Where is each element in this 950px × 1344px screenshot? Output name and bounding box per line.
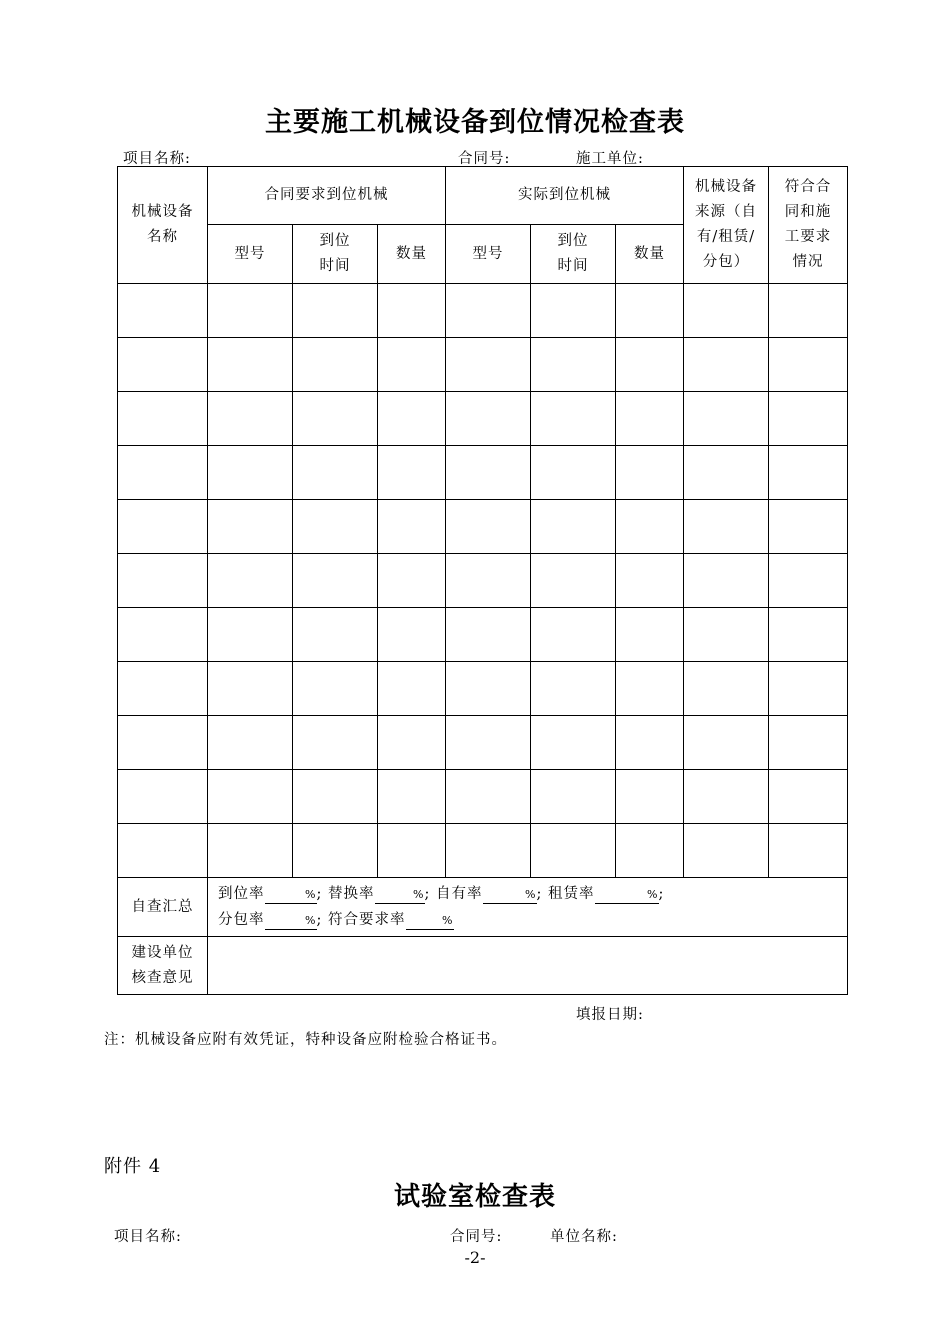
project-name-label: 项目名称:	[123, 151, 191, 167]
table-cell[interactable]	[378, 446, 446, 500]
table-cell[interactable]	[446, 662, 531, 716]
table-row	[118, 554, 848, 608]
page-number: -2-	[464, 1248, 486, 1267]
table-cell[interactable]	[531, 770, 616, 824]
header-required-model: 型号	[208, 225, 293, 284]
separator: ;	[316, 886, 323, 902]
header-equipment-name: 机械设备名称	[118, 167, 208, 284]
table-cell[interactable]	[118, 446, 208, 500]
separator: ;	[424, 886, 431, 902]
table-cell[interactable]	[208, 824, 293, 878]
table-cell[interactable]	[616, 338, 684, 392]
table-row	[118, 446, 848, 500]
table-cell[interactable]	[293, 662, 378, 716]
table-cell[interactable]	[446, 824, 531, 878]
lab-contract-number-label: 合同号:	[450, 1229, 503, 1245]
table-cell[interactable]	[118, 608, 208, 662]
contract-number-label: 合同号:	[458, 151, 511, 167]
table-cell[interactable]	[446, 770, 531, 824]
table-cell[interactable]	[531, 662, 616, 716]
table-cell[interactable]	[769, 824, 848, 878]
table-cell[interactable]	[378, 338, 446, 392]
conform-rate-label: 符合要求率	[328, 912, 406, 928]
table-cell[interactable]	[208, 338, 293, 392]
separator: ;	[536, 886, 543, 902]
table-cell[interactable]	[208, 608, 293, 662]
table-cell[interactable]	[378, 284, 446, 338]
table-cell[interactable]	[378, 500, 446, 554]
table-cell[interactable]	[118, 500, 208, 554]
table-cell[interactable]	[616, 284, 684, 338]
table-cell[interactable]	[531, 446, 616, 500]
replace-rate-label: 替换率	[328, 886, 375, 902]
table-cell[interactable]	[293, 770, 378, 824]
lease-rate-field[interactable]: %	[595, 887, 659, 904]
equipment-check-table	[117, 166, 848, 995]
table-cell[interactable]	[293, 446, 378, 500]
table-cell[interactable]	[531, 716, 616, 770]
table-cell[interactable]	[684, 662, 769, 716]
table-cell[interactable]	[616, 662, 684, 716]
table-cell[interactable]	[616, 446, 684, 500]
table-row	[118, 716, 848, 770]
table-cell[interactable]	[531, 554, 616, 608]
header-equipment-source: 机械设备来源（自有/租赁/分包）	[684, 167, 769, 284]
table-cell[interactable]	[446, 446, 531, 500]
table-cell[interactable]	[208, 770, 293, 824]
table-cell[interactable]	[118, 392, 208, 446]
table-cell[interactable]	[769, 392, 848, 446]
header-required-group: 合同要求到位机械	[208, 167, 446, 225]
header-actual-group: 实际到位机械	[446, 167, 684, 225]
table-cell[interactable]	[118, 716, 208, 770]
header-actual-model: 型号	[446, 225, 531, 284]
table-cell[interactable]	[118, 338, 208, 392]
table-row	[118, 392, 848, 446]
table-cell[interactable]	[616, 770, 684, 824]
summary-label: 自查汇总	[118, 878, 208, 937]
review-label: 建设单位核查意见	[118, 937, 208, 995]
table-cell[interactable]	[208, 284, 293, 338]
subcontract-rate-label: 分包率	[218, 912, 265, 928]
table-cell[interactable]	[378, 392, 446, 446]
table-cell[interactable]	[684, 824, 769, 878]
table-cell[interactable]	[684, 500, 769, 554]
lab-unit-name-label: 单位名称:	[550, 1229, 618, 1245]
table-note: 注：机械设备应附有效凭证，特种设备应附检验合格证书。	[104, 1032, 507, 1048]
table-cell[interactable]	[769, 770, 848, 824]
attachment-label: 附件 4	[104, 1156, 162, 1177]
table-cell[interactable]	[446, 284, 531, 338]
table-cell[interactable]	[531, 608, 616, 662]
table-cell[interactable]	[293, 824, 378, 878]
table-cell[interactable]	[769, 338, 848, 392]
table-cell[interactable]	[208, 446, 293, 500]
header-actual-quantity: 数量	[616, 225, 684, 284]
table-cell[interactable]	[684, 770, 769, 824]
arrival-rate-label: 到位率	[218, 886, 265, 902]
table-cell[interactable]	[769, 662, 848, 716]
table-row	[118, 824, 848, 878]
table-cell[interactable]	[293, 554, 378, 608]
table-cell[interactable]	[293, 608, 378, 662]
table-row	[118, 284, 848, 338]
fill-date-label: 填报日期:	[576, 1007, 644, 1023]
table-cell[interactable]	[118, 662, 208, 716]
table-cell[interactable]	[378, 662, 446, 716]
table-cell[interactable]	[684, 338, 769, 392]
construction-unit-label: 施工单位:	[576, 151, 644, 167]
table-cell[interactable]	[208, 500, 293, 554]
table-cell[interactable]	[616, 392, 684, 446]
table-cell[interactable]	[684, 554, 769, 608]
table-cell[interactable]	[293, 716, 378, 770]
separator: ;	[316, 912, 323, 928]
table-cell[interactable]	[118, 554, 208, 608]
table-row	[118, 338, 848, 392]
header-required-quantity: 数量	[378, 225, 446, 284]
table-cell[interactable]	[531, 338, 616, 392]
table-cell[interactable]	[769, 284, 848, 338]
table-cell[interactable]	[446, 716, 531, 770]
table-cell[interactable]	[446, 608, 531, 662]
table-cell[interactable]	[208, 662, 293, 716]
form-title: 主要施工机械设备到位情况检查表	[265, 107, 685, 138]
table-cell[interactable]	[531, 284, 616, 338]
table-cell[interactable]	[616, 554, 684, 608]
arrival-rate-field[interactable]: %	[265, 887, 317, 904]
table-cell[interactable]	[293, 338, 378, 392]
table-cell[interactable]	[616, 608, 684, 662]
table-cell[interactable]	[208, 392, 293, 446]
subcontract-rate-field[interactable]: %	[265, 913, 317, 930]
review-opinion-field[interactable]	[208, 937, 848, 995]
table-cell[interactable]	[531, 500, 616, 554]
table-cell[interactable]	[616, 824, 684, 878]
table-row	[118, 500, 848, 554]
table-cell[interactable]	[293, 392, 378, 446]
separator: ;	[658, 886, 665, 902]
own-rate-field[interactable]: %	[483, 887, 537, 904]
summary-rates	[208, 878, 848, 937]
header-required-arrival-time: 到位时间	[293, 225, 378, 284]
table-cell[interactable]	[684, 284, 769, 338]
table-cell[interactable]	[118, 284, 208, 338]
table-cell[interactable]	[208, 716, 293, 770]
conform-rate-field[interactable]: %	[406, 913, 454, 930]
lab-project-name-label: 项目名称:	[114, 1229, 182, 1245]
header-compliance: 符合合同和施工要求情况	[769, 167, 848, 284]
table-row	[118, 608, 848, 662]
table-cell[interactable]	[616, 716, 684, 770]
table-cell[interactable]	[208, 554, 293, 608]
lab-check-title: 试验室检查表	[393, 1182, 556, 1212]
table-cell[interactable]	[446, 338, 531, 392]
table-cell[interactable]	[769, 446, 848, 500]
table-cell[interactable]	[446, 392, 531, 446]
table-cell[interactable]	[293, 284, 378, 338]
table-cell[interactable]	[378, 608, 446, 662]
table-cell[interactable]	[118, 770, 208, 824]
table-cell[interactable]	[378, 770, 446, 824]
lease-rate-label: 租赁率	[548, 886, 595, 902]
table-cell[interactable]	[769, 608, 848, 662]
table-cell[interactable]	[684, 392, 769, 446]
table-cell[interactable]	[769, 500, 848, 554]
header-actual-arrival-time: 到位时间	[531, 225, 616, 284]
table-cell[interactable]	[446, 500, 531, 554]
table-cell[interactable]	[531, 392, 616, 446]
table-cell[interactable]	[118, 824, 208, 878]
table-row	[118, 662, 848, 716]
table-cell[interactable]	[446, 554, 531, 608]
table-cell[interactable]	[616, 500, 684, 554]
table-cell[interactable]	[378, 824, 446, 878]
table-cell[interactable]	[769, 716, 848, 770]
own-rate-label: 自有率	[436, 886, 483, 902]
table-cell[interactable]	[684, 716, 769, 770]
table-cell[interactable]	[293, 500, 378, 554]
table-cell[interactable]	[531, 824, 616, 878]
table-row	[118, 770, 848, 824]
table-cell[interactable]	[769, 554, 848, 608]
replace-rate-field[interactable]: %	[375, 887, 425, 904]
table-cell[interactable]	[378, 554, 446, 608]
table-cell[interactable]	[684, 608, 769, 662]
table-cell[interactable]	[684, 446, 769, 500]
table-cell[interactable]	[378, 716, 446, 770]
